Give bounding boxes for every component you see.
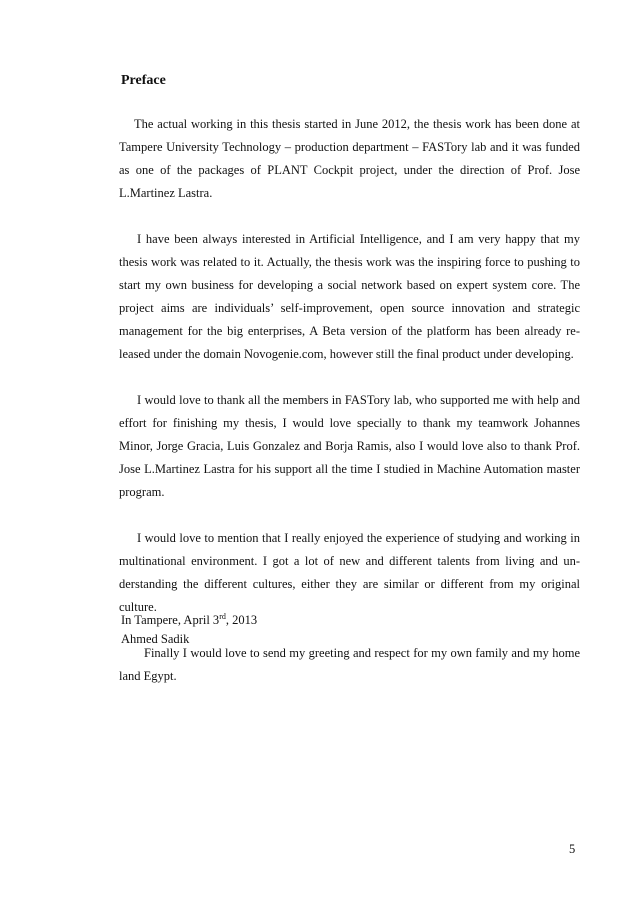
date-ordinal-suffix: rd bbox=[219, 611, 226, 621]
section-heading: Preface bbox=[121, 73, 166, 88]
paragraph-4: I would love to mention that I really enjoyed the experience of studying and working in multinational environment. I got a lot of new and different talents from living and understanding the different cultures, either they are similar or different from my original culture. bbox=[119, 531, 580, 614]
date-year: , 2013 bbox=[225, 613, 258, 627]
signoff-block bbox=[121, 611, 257, 649]
paragraph-1: The actual working in this thesis started in June 2012, the thesis work has been done at Tampere University Technology – production department – FASTory lab and it was funded as one of the packages of PLANT Cockpit project, under the direction of Prof. Jose L.Martinez Lastra. bbox=[119, 117, 580, 200]
author-name: Ahmed Sadik bbox=[121, 632, 190, 646]
page-number: 5 bbox=[569, 842, 576, 856]
place-date-prefix: In Tampere, April 3 bbox=[121, 613, 220, 627]
paragraph-2: I have been always interested in Artificial Intelligence, and I am very happy that my thesis work was related to it. Actually, the thesis work was the inspiring force to pushing to start my own business for developing a social network based on expert system core. The project aims are individuals’ self-improvement, open source innovation and strategic management for the big enterprises, A Beta version of the platform has been already released under the domain Novogenie.com, however still the final product under developing. bbox=[119, 232, 580, 361]
paragraph-5: Finally I would love to send my greeting and respect for my own family and my home land Egypt. bbox=[119, 646, 580, 683]
paragraph-3: I would love to thank all the members in FASTory lab, who supported me with help and effort for finishing my thesis, I would love specially to thank my teamwork Johannes Minor, Jorge Gracia, Luis Gonzalez and Borja Ramis, also I would love also to thank Prof. Jose L.Martinez Lastra for his support all the time I studied in Machine Automation master program. bbox=[119, 393, 580, 499]
place-date-line bbox=[121, 611, 257, 630]
